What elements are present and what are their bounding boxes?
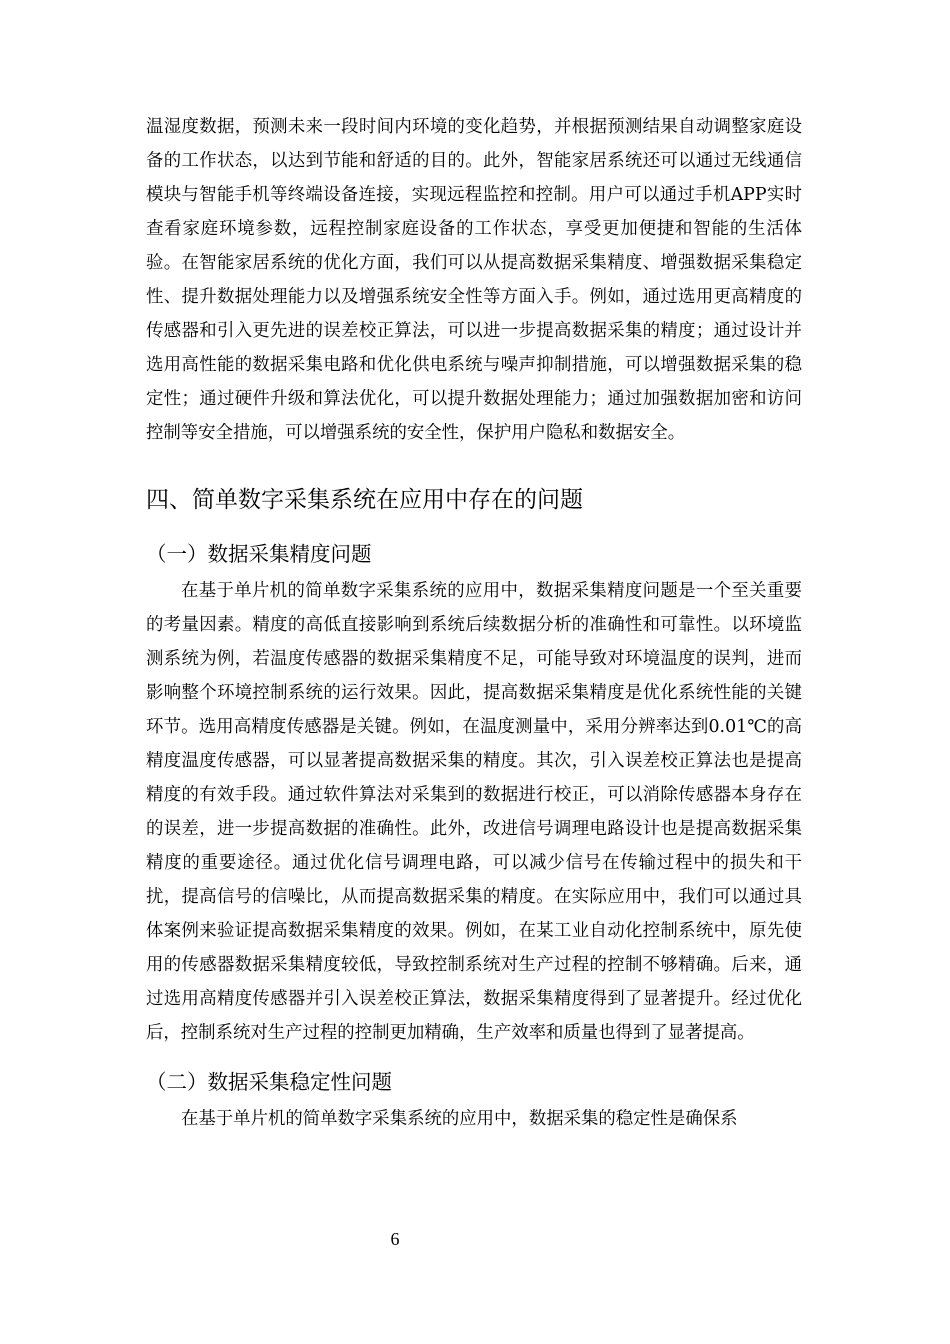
subsection-heading: （一）数据采集精度问题 bbox=[146, 542, 372, 566]
page-number: 6 bbox=[390, 1229, 400, 1249]
section-heading: 四、简单数字采集系统在应用中存在的问题 bbox=[146, 487, 583, 513]
body-paragraph: 在基于单片机的简单数字采集系统的应用中，数据采集精度问题是一个至关重要的考量因素。精度的高低直接影响到系统后续数据分析的准确性和可靠性。以环境监测系统为例，若温度传感器的数据采集精度不足，可能导致对环境温度的误判，进而影响整个环境控制系统的运行效果。因此，提高数据采集精度是优化系统性能的关键环节。选用高精度传感器是关键。例如，在温度测量中，采用分辨率达到0.01℃的高精度温度传感器，可以显著提高数据采集的精度。其次，引入误差校正算法也是提高精度的有效手段。通过软件算法对采集到的数据进行校正，可以消除传感器本身存在的误差，进一步提高数据的准确性。此外，改进信号调理电路设计也是提高数据采集精度的重要途径。通过优化信号调理电路，可以减少信号在传输过程中的损失和干扰，提高信号的信噪比，从而提高数据采集的精度。在实际应用中，我们可以通过具体案例来验证提高数据采集精度的效果。例如，在某工业自动化控制系统中，原先使用的传感器数据采集精度较低，导致控制系统对生产过程的控制不够精确。后来，通过选用高精度传感器并引入误差校正算法，数据采集精度得到了显著提升。经过优化后，控制系统对生产过程的控制更加精确，生产效率和质量也得到了显著提高。 bbox=[146, 581, 802, 1043]
subsection-heading: （二）数据采集稳定性问题 bbox=[146, 1070, 392, 1094]
body-paragraph: 温湿度数据，预测未来一段时间内环境的变化趋势，并根据预测结果自动调整家庭设备的工作状态，以达到节能和舒适的目的。此外，智能家居系统还可以通过无线通信模块与智能手机等终端设备连接，实现远程监控和控制。用户可以通过手机APP实时查看家庭环境参数，远程控制家庭设备的工作状态，享受更加便捷和智能的生活体验。在智能家居系统的优化方面，我们可以从提高数据采集精度、增强数据采集稳定性、提升数据处理能力以及增强系统安全性等方面入手。例如，通过选用更高精度的传感器和引入更先进的误差校正算法，可以进一步提高数据采集的精度；通过设计并选用高性能的数据采集电路和优化供电系统与噪声抑制措施，可以增强数据采集的稳定性；通过硬件升级和算法优化，可以提升数据处理能力；通过加强数据加密和访问控制等安全措施，可以增强系统的安全性，保护用户隐私和数据安全。 bbox=[146, 117, 802, 443]
page-content bbox=[146, 110, 802, 1136]
body-paragraph: 在基于单片机的简单数字采集系统的应用中，数据采集的稳定性是确保系 bbox=[181, 1109, 738, 1129]
